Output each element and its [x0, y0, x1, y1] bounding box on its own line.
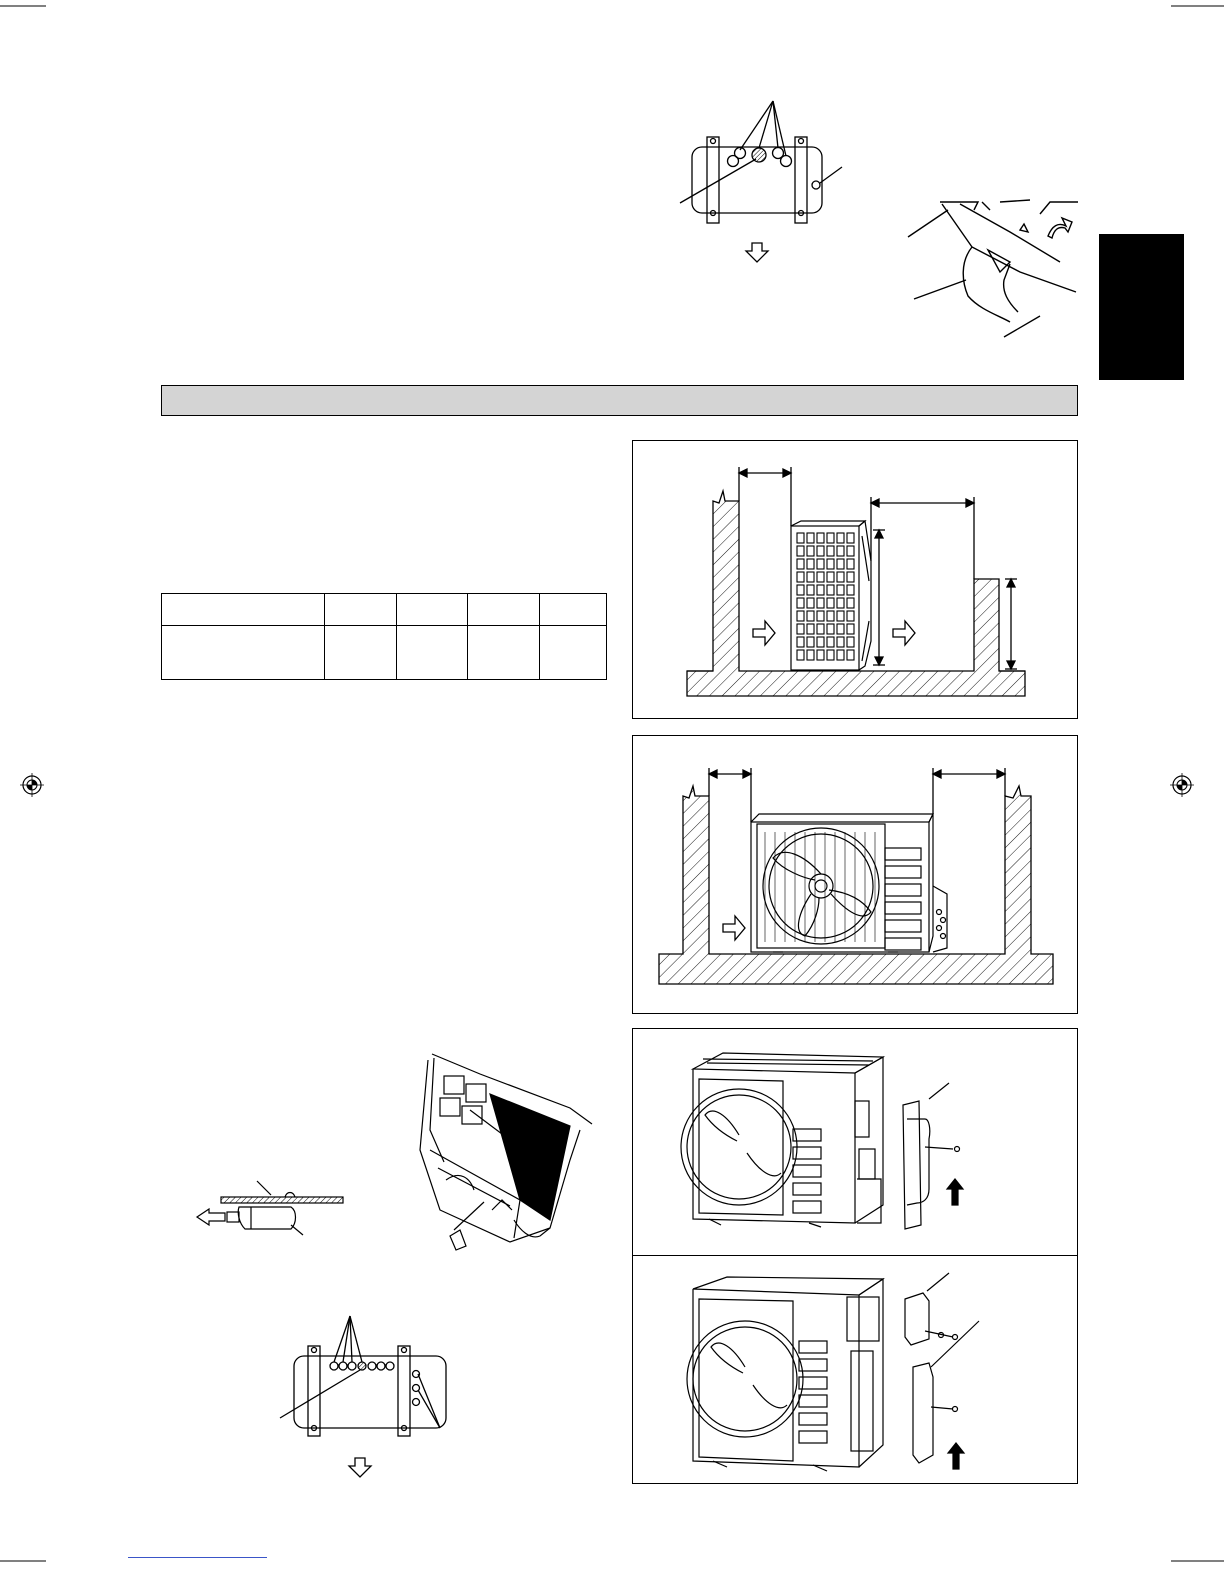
grille-cell [847, 559, 854, 569]
grille-cell [847, 650, 854, 660]
grille-cell [797, 533, 804, 543]
registration-mark-left-icon [20, 773, 44, 797]
grille-cell [807, 611, 814, 621]
grille-cell [797, 650, 804, 660]
grille-cell [847, 611, 854, 621]
grille-cell [797, 637, 804, 647]
grille-cell [847, 585, 854, 595]
registration-mark-right-icon [1170, 773, 1194, 797]
outdoor-unit-side-clearance-icon [633, 441, 1079, 720]
grille-cell [827, 650, 834, 660]
language-side-tab [1099, 234, 1184, 380]
grille-cell [817, 546, 824, 556]
grille-cell [817, 624, 824, 634]
grille-cell [807, 624, 814, 634]
table-header-row [162, 594, 607, 626]
grille-cell [797, 572, 804, 582]
grille-cell [817, 533, 824, 543]
grille-cell [807, 598, 814, 608]
grille-cell [817, 611, 824, 621]
table-cell [162, 626, 325, 680]
grille-cell [837, 559, 844, 569]
grille-cell [797, 598, 804, 608]
clearance-spec-table [161, 593, 607, 680]
clearance-side-view-frame [632, 440, 1078, 719]
grille-cell [807, 585, 814, 595]
grille-cell [797, 546, 804, 556]
drain-cap-removal-icon [195, 1175, 355, 1255]
grille-cell [837, 572, 844, 582]
grille-cell [827, 611, 834, 621]
grille-cell [827, 624, 834, 634]
grille-cell [827, 637, 834, 647]
grille-cell [837, 611, 844, 621]
grille-cell [827, 533, 834, 543]
grille-cell [827, 572, 834, 582]
grille-cell [847, 598, 854, 608]
table-cell [325, 594, 397, 626]
grille-cell [837, 650, 844, 660]
grille-cell [807, 637, 814, 647]
grille-cell [847, 546, 854, 556]
table-cell [397, 594, 468, 626]
grille-cell [797, 611, 804, 621]
table-cell [540, 594, 607, 626]
grille-cell [847, 572, 854, 582]
grille-cell [847, 637, 854, 647]
grille-cell [827, 598, 834, 608]
drain-hole-plate-icon [670, 95, 870, 265]
tilted-unit-icon [410, 1050, 610, 1260]
table-row [162, 626, 607, 680]
grille-cell [837, 637, 844, 647]
grille-cell [837, 585, 844, 595]
grille-cell [807, 650, 814, 660]
grille-cell [817, 650, 824, 660]
table-cell [468, 626, 540, 680]
table-cell [468, 594, 540, 626]
grille-cell [807, 546, 814, 556]
grille-cell [837, 624, 844, 634]
drain-hole-plate-icon [280, 1310, 480, 1480]
grille-cell [797, 559, 804, 569]
cover-install-frame [632, 1028, 1078, 1484]
outdoor-unit-cover-icon [633, 1257, 1079, 1485]
grille-cell [817, 637, 824, 647]
grille-cell [837, 598, 844, 608]
grille-cell [797, 585, 804, 595]
drain-cap-icon [900, 192, 1080, 342]
outdoor-unit-cover-icon [633, 1029, 1079, 1255]
table-cell [540, 626, 607, 680]
grille-cell [817, 572, 824, 582]
table-cell [162, 594, 325, 626]
grille-cell [807, 533, 814, 543]
grille-cell [807, 559, 814, 569]
outdoor-unit-front-clearance-icon [633, 736, 1079, 1015]
footer-link-underline[interactable] [128, 1557, 267, 1558]
grille-cell [827, 559, 834, 569]
grille-cell [827, 585, 834, 595]
clearance-front-view-frame [632, 735, 1078, 1014]
grille-cell [847, 533, 854, 543]
grille-cell [837, 546, 844, 556]
grille-cell [847, 624, 854, 634]
table-cell [397, 626, 468, 680]
grille-cell [817, 585, 824, 595]
grille-cell [817, 559, 824, 569]
grille-cell [807, 572, 814, 582]
grille-cell [837, 533, 844, 543]
section-header-bar [161, 385, 1078, 416]
grille-cell [827, 546, 834, 556]
grille-cell [817, 598, 824, 608]
grille-cell [797, 624, 804, 634]
table-cell [325, 626, 397, 680]
